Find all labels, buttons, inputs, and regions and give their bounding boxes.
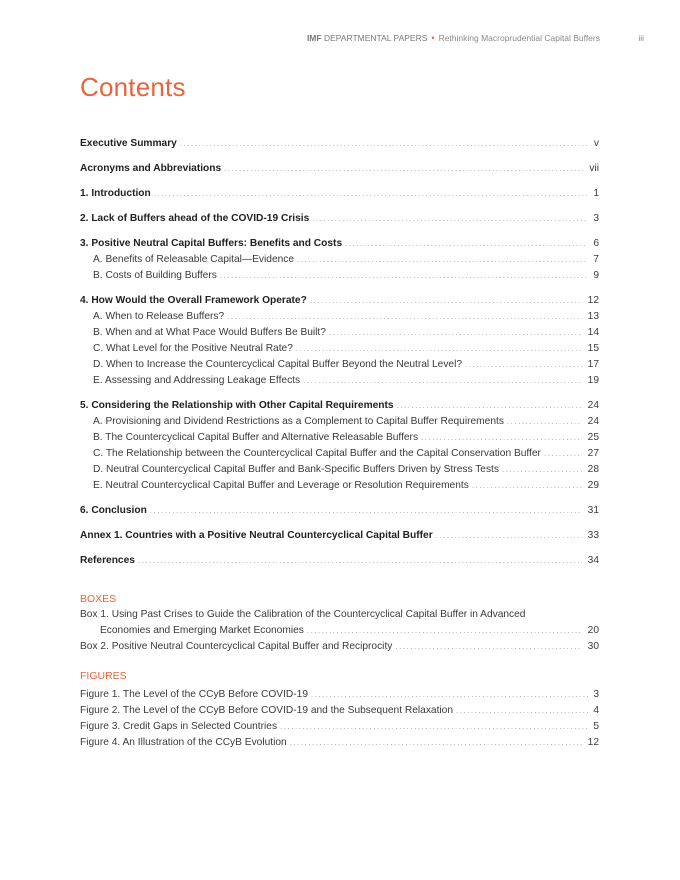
- toc-page: 17: [587, 359, 599, 370]
- toc-label: Figure 2. The Level of the CCyB Before COVID-19 and the Subsequent Relaxation: [80, 705, 454, 716]
- toc-label: A. Benefits of Releasable Capital—Evidence: [93, 254, 295, 265]
- toc-label: Figure 3. Credit Gaps in Selected Countries: [80, 721, 278, 732]
- toc-page: 15: [587, 343, 599, 354]
- toc-page: v: [593, 138, 599, 149]
- toc-subentry[interactable]: [80, 462, 599, 478]
- header-text: [307, 33, 600, 43]
- toc-page: 14: [587, 327, 599, 338]
- toc-page: 6: [593, 238, 599, 249]
- toc-page: 4: [593, 705, 599, 716]
- toc-label: 1. Introduction: [80, 188, 151, 199]
- toc-leader: [290, 735, 582, 751]
- toc-subentry[interactable]: [80, 478, 599, 494]
- toc-page: 13: [587, 311, 599, 322]
- toc-leader: [138, 553, 582, 569]
- toc-label: A. When to Release Buffers?: [93, 311, 225, 322]
- figures-heading: FIGURES: [80, 670, 127, 682]
- toc-page: 27: [587, 448, 599, 459]
- box-1-line1[interactable]: Box 1. Using Past Crises to Guide the Calibration of the Countercyclical Capital Buffer in Advanced: [80, 609, 526, 620]
- toc-page: 30: [587, 641, 599, 652]
- toc-subentry[interactable]: [80, 430, 599, 446]
- figure-2-entry[interactable]: [80, 703, 599, 719]
- toc-label: D. Neutral Countercyclical Capital Buffer and Bank-Specific Buffers Driven by Stress Tests: [93, 464, 499, 475]
- toc-label: 6. Conclusion: [80, 505, 147, 516]
- toc-leader: [307, 623, 582, 639]
- toc-label: A. Provisioning and Dividend Restrictions as a Complement to Capital Buffer Requirements: [93, 416, 504, 427]
- toc-leader: [544, 446, 582, 462]
- running-header: [0, 31, 680, 45]
- box-2-entry[interactable]: [80, 639, 599, 655]
- toc-label: Acronyms and Abbreviations: [80, 163, 222, 174]
- toc-page: 7: [593, 254, 599, 265]
- header-imf: IMF: [306, 33, 322, 43]
- toc-leader: [303, 373, 582, 389]
- toc-label: Box 2. Positive Neutral Countercyclical Capital Buffer and Reciprocity: [80, 641, 393, 652]
- toc-page: 9: [593, 270, 599, 281]
- header-paper-title: Rethinking Macroprudential Capital Buffers: [438, 33, 600, 43]
- toc-entry-acronyms[interactable]: [80, 161, 599, 177]
- toc-label: E. Assessing and Addressing Leakage Effects: [93, 375, 301, 386]
- toc-subentry[interactable]: [80, 341, 599, 357]
- toc-leader: [502, 462, 582, 478]
- toc-label: Annex 1. Countries with a Positive Neutral Countercyclical Capital Buffer: [80, 530, 433, 541]
- toc-leader: [397, 398, 582, 414]
- header-separator: •: [431, 33, 435, 43]
- toc-leader: [329, 325, 582, 341]
- toc-label: Economies and Emerging Market Economies: [100, 625, 304, 636]
- toc-entry-positive-neutral[interactable]: [80, 236, 599, 252]
- toc-entry-other-requirements[interactable]: [80, 398, 599, 414]
- toc-leader: [465, 357, 582, 373]
- toc-leader: [312, 211, 588, 227]
- toc-leader: [297, 252, 588, 268]
- toc-page: 34: [587, 555, 599, 566]
- toc-label: B. The Countercyclical Capital Buffer and Alternative Releasable Buffers: [93, 432, 419, 443]
- toc-label: B. When and at What Pace Would Buffers Be Built?: [93, 327, 326, 338]
- toc-leader: [150, 503, 582, 519]
- figure-4-entry[interactable]: [80, 735, 599, 751]
- boxes-heading: BOXES: [80, 593, 117, 605]
- table-of-contents: [80, 136, 599, 751]
- toc-entry-references[interactable]: [80, 553, 599, 569]
- toc-entry-framework[interactable]: [80, 293, 599, 309]
- toc-leader: [180, 136, 588, 152]
- toc-page: 19: [587, 375, 599, 386]
- toc-leader: [395, 639, 582, 655]
- toc-leader: [154, 186, 588, 202]
- toc-page: 12: [587, 737, 599, 748]
- toc-label: B. Costs of Building Buffers: [93, 270, 217, 281]
- toc-label: 4. How Would the Overall Framework Operate?: [80, 295, 307, 306]
- header-department: DEPARTMENTAL PAPERS: [323, 33, 428, 43]
- toc-leader: [220, 268, 588, 284]
- toc-subentry[interactable]: [80, 268, 599, 284]
- figure-1-entry[interactable]: [80, 687, 599, 703]
- toc-leader: [280, 719, 588, 735]
- toc-leader: [421, 430, 582, 446]
- toc-label: References: [80, 555, 135, 566]
- toc-page: 28: [587, 464, 599, 475]
- toc-label: D. When to Increase the Countercyclical Capital Buffer Beyond the Neutral Level?: [93, 359, 463, 370]
- toc-leader: [311, 687, 588, 703]
- toc-subentry[interactable]: [80, 309, 599, 325]
- toc-page: 24: [587, 400, 599, 411]
- toc-page: 3: [593, 689, 599, 700]
- toc-subentry[interactable]: [80, 373, 599, 389]
- toc-page: 25: [587, 432, 599, 443]
- toc-label: Executive Summary: [80, 138, 177, 149]
- toc-label: 2. Lack of Buffers ahead of the COVID-19 Crisis: [80, 213, 310, 224]
- box-1-entry[interactable]: [80, 623, 599, 639]
- figure-3-entry[interactable]: [80, 719, 599, 735]
- toc-page: 3: [593, 213, 599, 224]
- toc-leader: [227, 309, 582, 325]
- toc-label: Figure 4. An Illustration of the CCyB Evolution: [80, 737, 287, 748]
- toc-subentry[interactable]: [80, 252, 599, 268]
- toc-page: 33: [587, 530, 599, 541]
- toc-entry-executive-summary[interactable]: [80, 136, 599, 152]
- toc-label: C. What Level for the Positive Neutral Rate?: [93, 343, 293, 354]
- toc-leader: [310, 293, 582, 309]
- toc-label: E. Neutral Countercyclical Capital Buffer and Leverage or Resolution Requirements: [93, 480, 469, 491]
- toc-leader: [224, 161, 586, 177]
- toc-page: 24: [587, 416, 599, 427]
- toc-entry-introduction[interactable]: [80, 186, 599, 202]
- toc-label: 3. Positive Neutral Capital Buffers: Benefits and Costs: [80, 238, 343, 249]
- toc-leader: [296, 341, 582, 357]
- toc-subentry[interactable]: [80, 446, 599, 462]
- toc-leader: [472, 478, 582, 494]
- toc-page: 31: [587, 505, 599, 516]
- toc-label: Figure 1. The Level of the CCyB Before COVID-19: [80, 689, 309, 700]
- toc-entry-annex-1[interactable]: [80, 528, 599, 544]
- toc-page: 20: [587, 625, 599, 636]
- toc-page: 29: [587, 480, 599, 491]
- toc-page: 12: [587, 295, 599, 306]
- toc-page: 5: [593, 721, 599, 732]
- toc-leader: [436, 528, 582, 544]
- toc-subentry[interactable]: [80, 325, 599, 341]
- toc-entry-conclusion[interactable]: [80, 503, 599, 519]
- toc-subentry[interactable]: [80, 414, 599, 430]
- toc-subentry[interactable]: [80, 357, 599, 373]
- toc-leader: [456, 703, 588, 719]
- page-title: Contents: [80, 72, 186, 102]
- header-page-number: iii: [638, 33, 644, 43]
- toc-label: C. The Relationship between the Countercyclical Capital Buffer and the Capital Conservation Buffer: [93, 448, 541, 459]
- toc-page: vii: [589, 163, 599, 174]
- toc-leader: [345, 236, 588, 252]
- toc-label: 5. Considering the Relationship with Other Capital Requirements: [80, 400, 394, 411]
- toc-entry-lack-of-buffers[interactable]: [80, 211, 599, 227]
- toc-page: 1: [593, 188, 599, 199]
- toc-leader: [507, 414, 582, 430]
